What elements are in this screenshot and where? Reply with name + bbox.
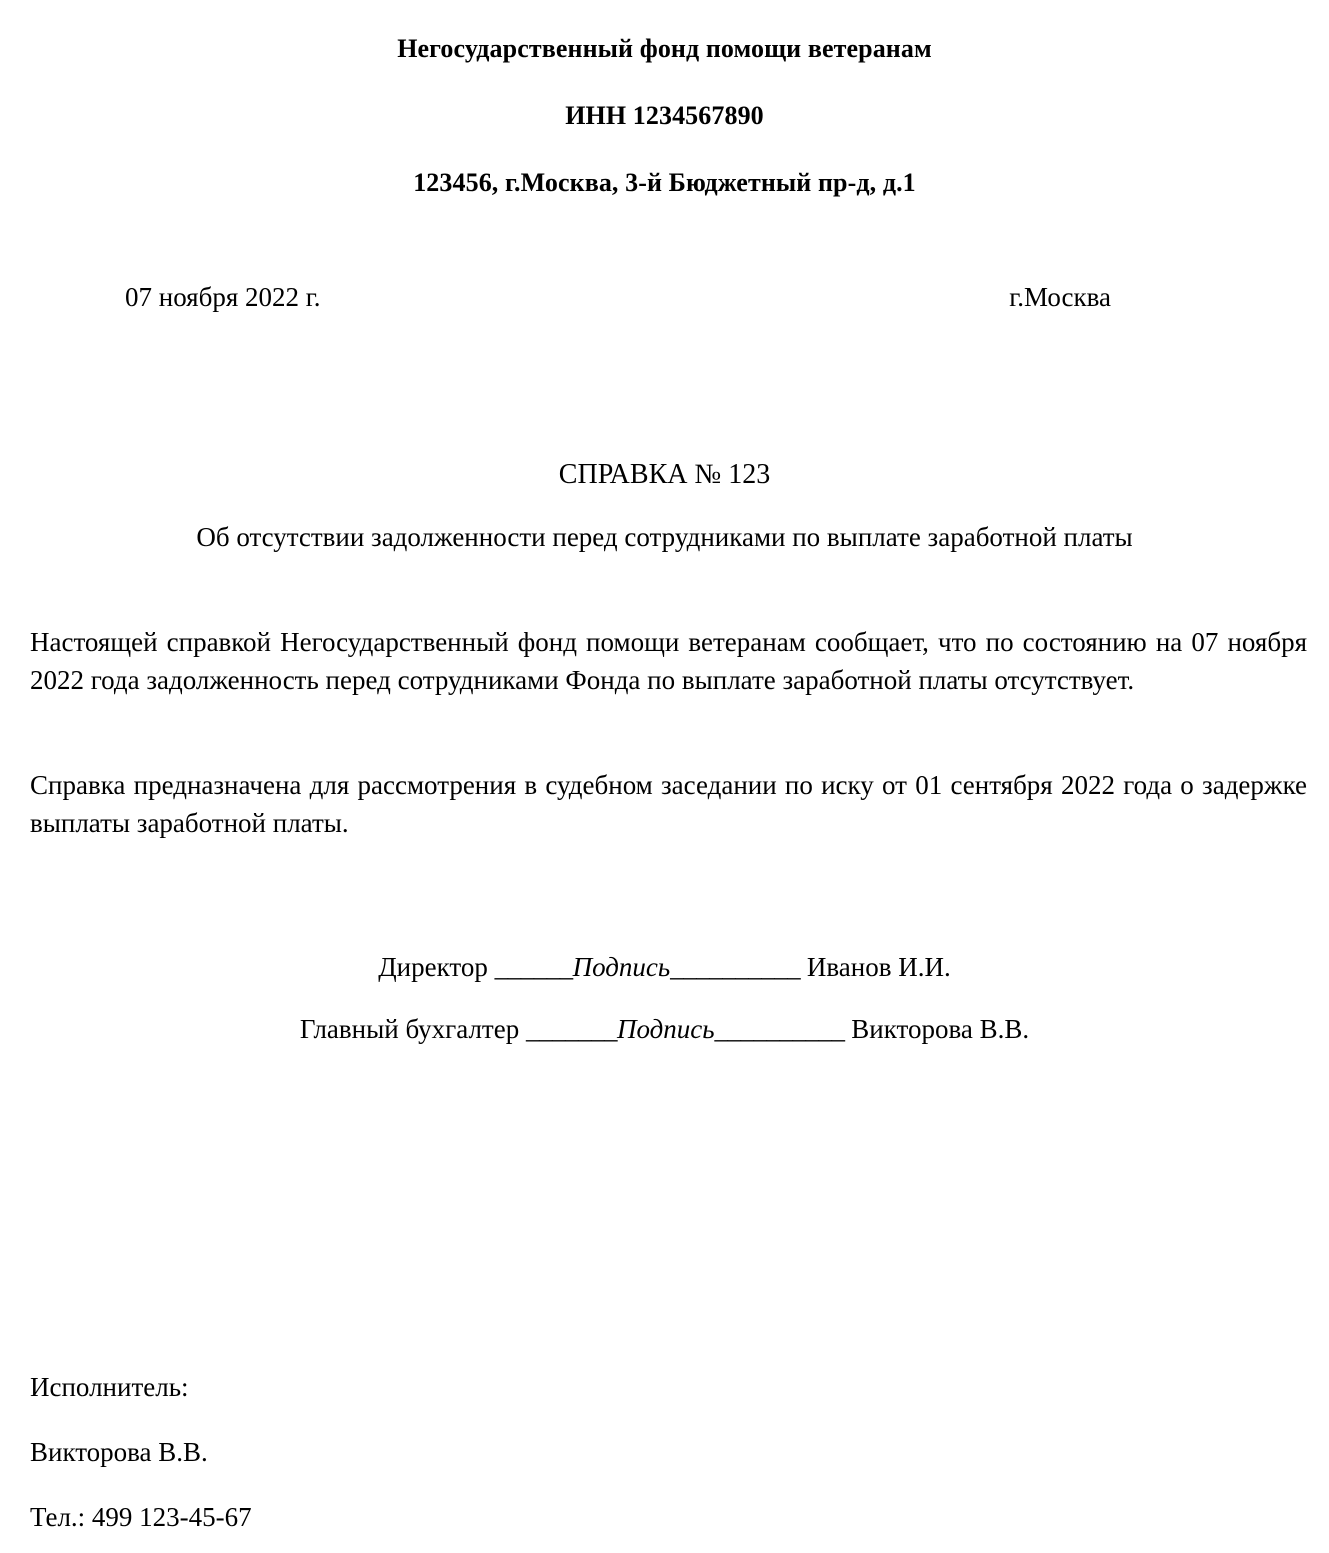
document-body bbox=[0, 623, 1329, 842]
document-city: г.Москва bbox=[1009, 282, 1111, 312]
document-subtitle: Об отсутствии задолженности перед сотрудниками по выплате заработной платы bbox=[196, 522, 1133, 552]
signature-line-chief-accountant bbox=[0, 1016, 1329, 1043]
document-date: 07 ноября 2022 г. bbox=[125, 282, 321, 312]
signature-block bbox=[0, 954, 1329, 1043]
director-name: Иванов И.И. bbox=[806, 952, 951, 983]
executor-footer bbox=[30, 1374, 252, 1531]
chief-accountant-signature-placeholder: Подпись bbox=[616, 1014, 715, 1045]
letterhead bbox=[0, 0, 1329, 196]
organization-address: 123456, г.Москва, 3-й Бюджетный пр-д, д.1 bbox=[413, 168, 916, 197]
chief-accountant-name: Викторова В.В. bbox=[851, 1014, 1030, 1045]
body-paragraph-1: Настоящей справкой Негосударственный фонд помощи ветеранам сообщает, что по состоянию на 07 ноября 2022 года задолженность перед сотрудниками Фонда по выплате заработной платы отсутствует. bbox=[30, 627, 1307, 696]
date-city-row bbox=[0, 284, 1329, 311]
director-rule-before: ______ bbox=[494, 952, 573, 983]
executor-phone: Тел.: 499 123-45-67 bbox=[30, 1502, 252, 1532]
chief-accountant-role-label: Главный бухгалтер bbox=[299, 1014, 520, 1045]
document-title: СПРАВКА № 123 bbox=[558, 459, 771, 490]
executor-label: Исполнитель: bbox=[30, 1372, 189, 1402]
executor-name: Викторова В.В. bbox=[30, 1437, 208, 1467]
signature-line-director bbox=[0, 954, 1329, 981]
chief-accountant-rule-after: __________ bbox=[714, 1014, 845, 1045]
organization-name: Негосударственный фонд помощи ветеранам bbox=[397, 34, 932, 63]
director-role-label: Директор bbox=[378, 952, 488, 983]
body-paragraph-2: Справка предназначена для рассмотрения в судебном заседании по иску от 01 сентября 2022 года о задержке выплаты заработной платы. bbox=[30, 769, 1307, 838]
chief-accountant-rule-before: _______ bbox=[525, 1014, 617, 1045]
director-signature-placeholder: Подпись bbox=[572, 952, 671, 983]
director-rule-after: __________ bbox=[670, 952, 801, 983]
organization-inn: ИНН 1234567890 bbox=[565, 101, 764, 130]
